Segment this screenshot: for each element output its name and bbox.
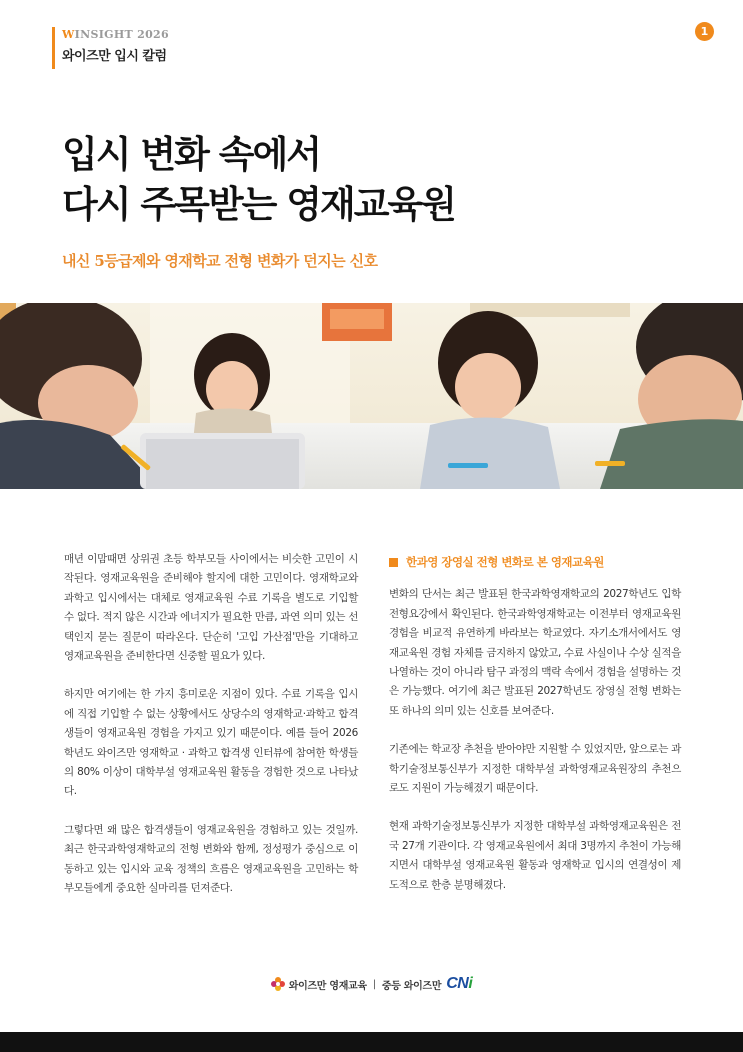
brand-mark: W (62, 28, 75, 41)
left-column (64, 550, 358, 918)
footer-brand-middle: 중등 와이즈만 (381, 980, 442, 992)
right-column (389, 553, 681, 914)
cni-logo (446, 975, 472, 993)
paragraph: 현재 과학기술정보통신부가 지정한 대학부설 과학영재교육원은 전국 27개 기관이다. 각 영재교육원에서 최대 3명까지 추천이 가능해지면서 대학부설 영재교육원 활동과 영재학교 입시의 연결성이 제도적으로 한층 분명해졌다. (389, 820, 681, 891)
paragraph: 변화의 단서는 최근 발표된 한국과학영재학교의 2027학년도 입학전형요강에서 확인된다. 한국과학영재학교는 이전부터 영재교육원 경험을 비교적 유연하게 바라보는 학교였다. 자기소개서에서도 영재교육원 경험 자체를 금지하지 않았고, 수료 사실이나 수상 실적을 나열하는 것이 아니라 탐구 과정의 맥락 속에서 경험을 설명하는 것은 가능했다. 여기에 최근 발표된 2027학년도 장영실 전형 변화는 또 하나의 의미 있는 신호를 보여준다. (389, 588, 681, 717)
cni-logo-main: CN (446, 975, 469, 992)
square-bullet-icon (389, 558, 398, 567)
paragraph: 기존에는 학교장 추천을 받아야만 지원할 수 있었지만, 앞으로는 과학기술정보통신부가 지정한 대학부설 과학영재교육원장의 추천으로도 지원이 가능해졌기 때문이다. (389, 743, 681, 795)
page-subtitle: 내신 5등급제와 영재학교 전형 변화가 던지는 신호 (62, 252, 378, 270)
footer-separator: | (372, 978, 376, 990)
classroom-photo (0, 303, 743, 489)
footer (0, 974, 743, 994)
paragraph: 매년 이맘때면 상위권 초등 학부모들 사이에서는 비슷한 고민이 시작된다. 영재교육원을 준비해야 할지에 대한 고민이다. 영재학교와 과학고 입시에서는 대체로 영재교육원 수료 기록을 별도로 기입할 수 없다. 적지 않은 시간과 에너지가 필요한 만큼, 과연 의미 있는 선택인지 묻는 질문이 따라온다. 단순히 '고입 가산점'만을 기대하고 영재교육원을 준비한다면 신중할 필요가 있다. (64, 553, 358, 663)
title-line-2: 다시 주목받는 영재교육원 (62, 183, 455, 226)
flower-logo-icon (271, 977, 285, 991)
cni-logo-accent: i (468, 975, 473, 992)
paragraph: 그렇다면 왜 많은 합격생들이 영재교육원을 경험하고 있는 것일까. 최근 한국과학영재학교의 전형 변화와 함께, 정성평가 중심으로 이동하고 있는 입시와 교육 정책의 흐름은 영재교육원을 고민하는 학부모들에게 중요한 실마리를 던져준다. (64, 823, 358, 895)
title-line-1: 입시 변화 속에서 (62, 133, 320, 176)
page-title (62, 130, 455, 230)
section-heading (389, 553, 681, 572)
brand-logo (62, 27, 169, 43)
brand-text: INSIGHT 2026 (74, 28, 169, 41)
footer-brand-wiseman: 와이즈만 영재교육 (288, 980, 367, 992)
page-number-badge: 1 (695, 22, 714, 41)
bottom-bar (0, 1032, 743, 1052)
brand-accent-bar (52, 27, 55, 69)
column-name: 와이즈만 입시 칼럼 (62, 49, 167, 64)
brand-block (62, 27, 169, 66)
paragraph: 하지만 여기에는 한 가지 흥미로운 지점이 있다. 수료 기록을 입시에 직접 기입할 수 없는 상황에서도 상당수의 영재학교·과학고 합격생들이 영재교육원 경험을 가지고 있기 때문이다. 예를 들어 2026학년도 와이즈만 영재학교 · 과학고 합격생 인터뷰에 참여한 학생들의 80% 이상이 대학부설 영재교육원 활동을 경험한 것으로 나타났다. (64, 688, 358, 798)
section-title: 한과영 장영실 전형 변화로 본 영재교육원 (406, 555, 604, 569)
